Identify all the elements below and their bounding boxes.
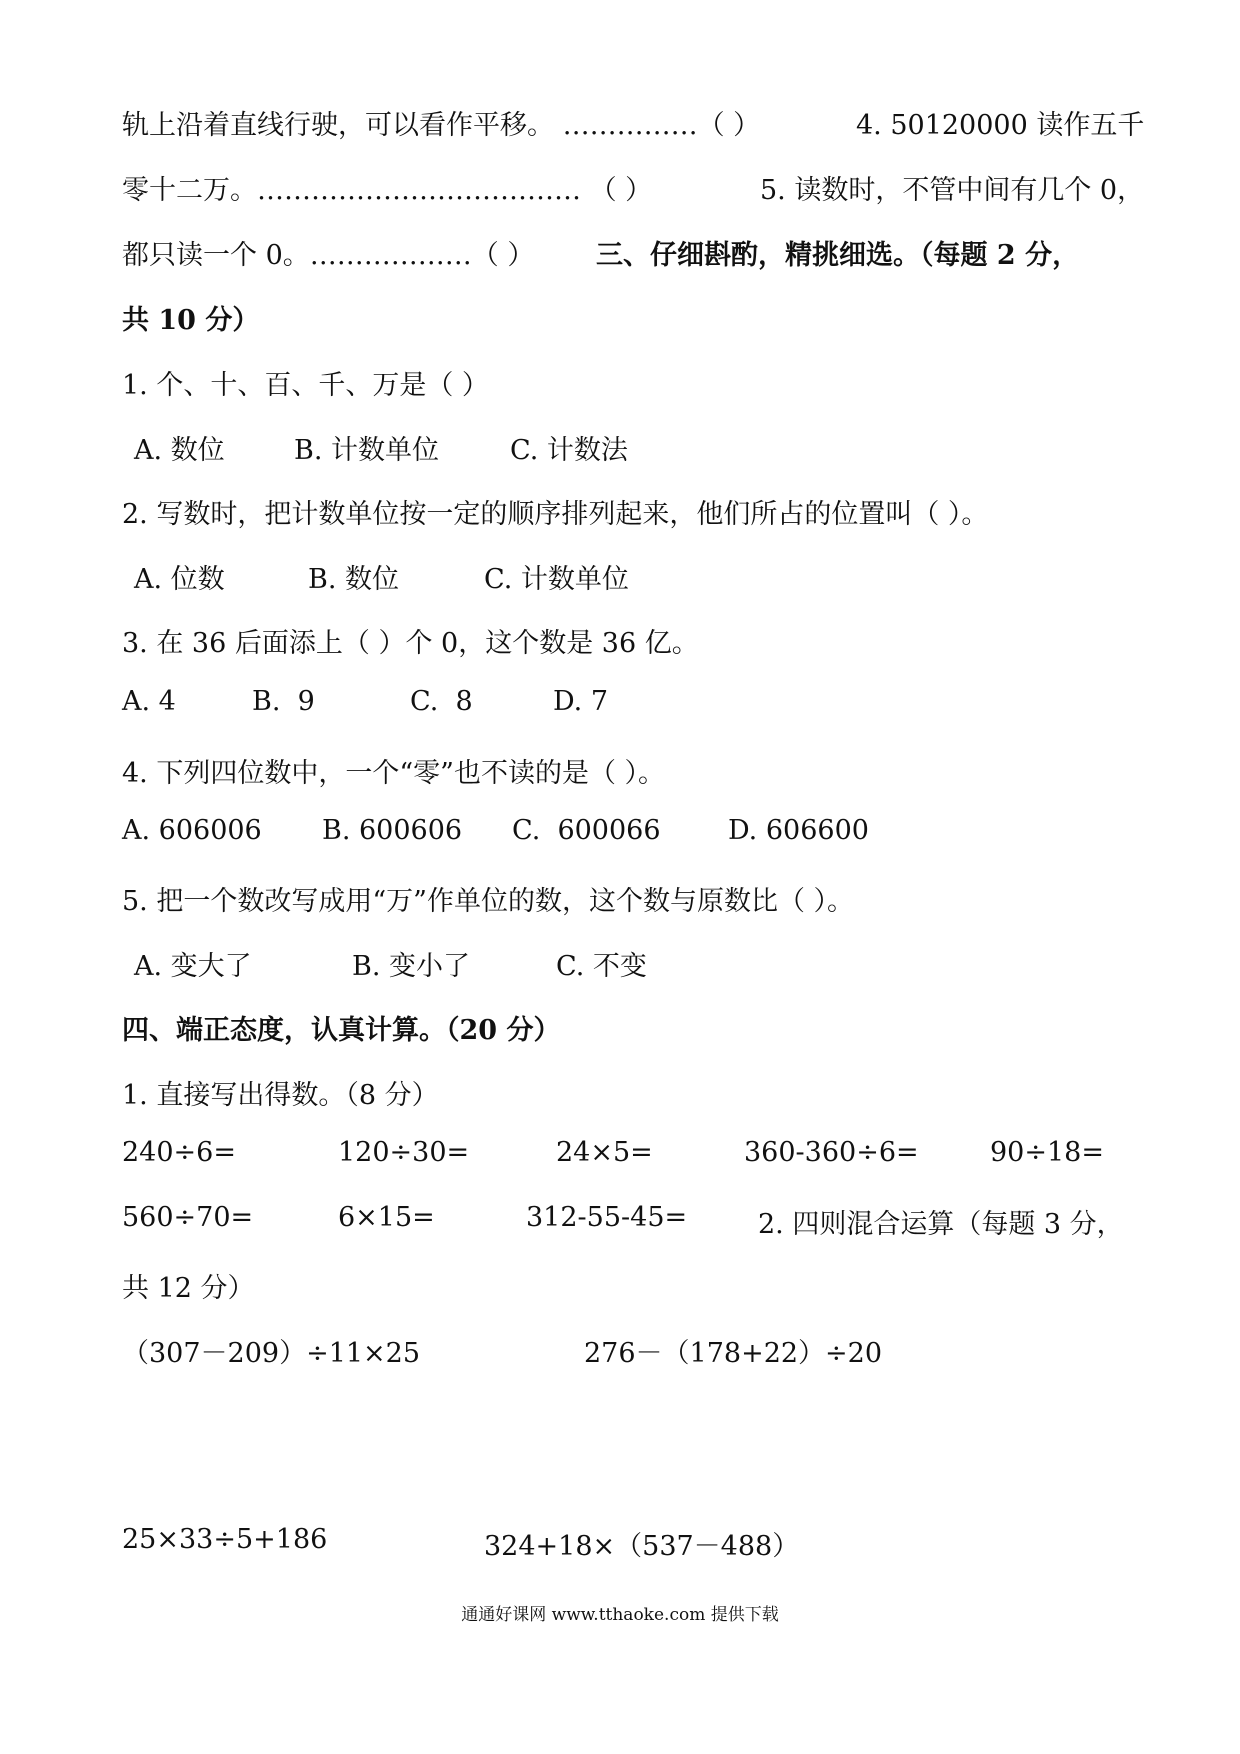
calc-subtitle-2-cont: 共 12 分） [122,1273,255,1304]
calc-item: 90÷18= [990,1137,1104,1168]
mc-question-5: 5. 把一个数改写成用“万”作单位的数，这个数与原数比（ ）。 [122,886,855,917]
option: A. 位数 [134,564,225,595]
mixed-calc-item: （307－209）÷11×25 [122,1338,421,1369]
section3-title: 三、仔细斟酌，精挑细选。（每题 2 分， [596,240,1080,271]
mixed-calc-item: 324+18×（537－488） [484,1531,800,1562]
option: A. 606006 [122,815,262,846]
option: B. 9 [252,686,315,717]
option: A. 数位 [134,435,225,466]
q5-start: 5. 读数时，不管中间有几个 0， [760,175,1145,206]
q4-cont: 零十二万。……………………………… （ ） [122,175,653,206]
mc-question-4: 4. 下列四位数中，一个“零”也不读的是（ ）。 [122,758,666,789]
option: C. 600066 [512,815,661,846]
footer-source: 通通好课网 www.tthaoke.com 提供下载 [461,1605,779,1625]
calc-item: 120÷30= [338,1137,470,1168]
calc-item: 6×15= [338,1202,435,1233]
calc-item: 312-55-45= [526,1202,688,1233]
option: B. 变小了 [352,951,471,982]
section4-title: 四、端正态度，认真计算。（20 分） [122,1015,561,1046]
question-line [122,103,760,142]
q4-start: 4. 50120000 读作五千 [856,110,1145,141]
mixed-calc-item: 276－（178+22）÷20 [584,1338,883,1369]
option: C. 计数法 [510,435,628,466]
calc-subtitle-1: 1. 直接写出得数。（8 分） [122,1080,439,1111]
calc-subtitle-2: 2. 四则混合运算（每题 3 分， [758,1209,1124,1240]
section3-title-cont: 共 10 分） [122,305,260,336]
option: C. 计数单位 [484,564,629,595]
mixed-calc-item: 25×33÷5+186 [122,1524,328,1555]
calc-item: 240÷6= [122,1137,236,1168]
calc-item: 560÷70= [122,1202,254,1233]
mc-question-2: 2. 写数时，把计数单位按一定的顺序排列起来，他们所占的位置叫（ ）。 [122,499,989,530]
option: B. 数位 [308,564,400,595]
option: D. 7 [553,686,609,717]
option: C. 8 [410,686,473,717]
mc-question-1: 1. 个、十、百、千、万是（ ） [122,370,489,401]
option: A. 4 [122,686,176,717]
q3-tail: 轨上沿着直线行驶，可以看作平移。 ……………（ ） [122,110,761,141]
option: B. 600606 [322,815,463,846]
calc-item: 24×5= [556,1137,653,1168]
option: B. 计数单位 [294,435,440,466]
calc-item: 360-360÷6= [744,1137,919,1168]
mc-question-3: 3. 在 36 后面添上（ ）个 0，这个数是 36 亿。 [122,628,699,659]
option: C. 不变 [556,951,647,982]
option: D. 606600 [728,815,869,846]
q5-cont: 都只读一个 0。………………（ ） [122,240,535,271]
option: A. 变大了 [134,951,252,982]
